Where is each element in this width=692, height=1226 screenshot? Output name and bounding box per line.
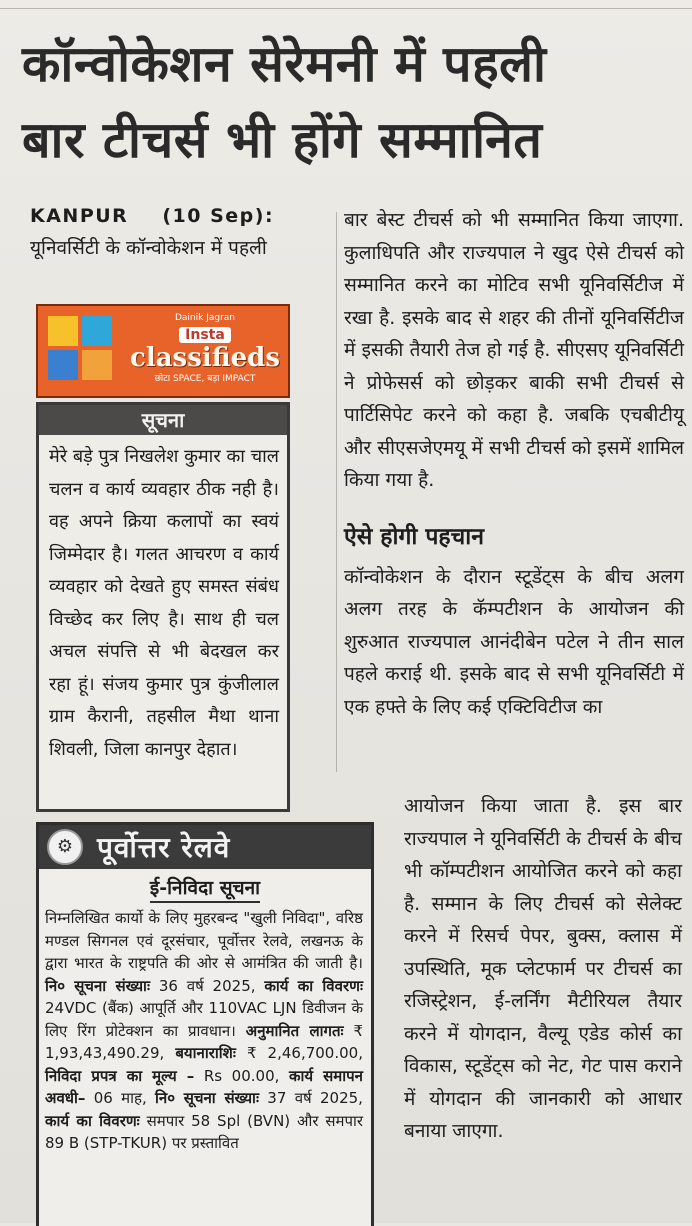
tender-title-text: ई-निविदा सूचना <box>150 875 260 903</box>
notice1-label: नि० सूचना संख्याः <box>45 976 150 995</box>
railway-tender-ad <box>36 822 374 1226</box>
fee-label: निविदा प्रपत्र का मूल्य – <box>45 1066 195 1085</box>
dateline-city: KANPUR <box>30 205 129 227</box>
railway-header <box>39 825 371 869</box>
notice-heading: सूचना <box>39 405 287 435</box>
notice2-value: 37 वर्ष 2025, <box>267 1089 363 1107</box>
period-label: कार्य समापन अवधी– <box>45 1066 363 1107</box>
cost-value: ₹ 1,93,43,490.29, <box>45 1021 363 1062</box>
work1-label: कार्य का विवरणः <box>264 976 363 995</box>
ad-insta: Insta <box>179 327 231 343</box>
ad-brand <box>130 312 280 385</box>
story-right-column <box>344 204 684 723</box>
railway-title: पूर्वोत्तर रेलवे <box>97 831 231 864</box>
story-paragraph-2: कॉन्वोकेशन के दौरान स्टूडेंट्स के बीच अलग अलग तरह के कॅम्पटीशन के आयोजन की शुरुआत राज्यपाल आनंदीबेन पटेल ने तीन साल पहले कराई थी. इसके बाद से सभी यूनिवर्सिटी में एक हफ्ते के लिए कई एक्टिविटीज का <box>344 565 684 718</box>
notice-text: मेरे बड़े पुत्र निखलेश कुमार का चाल चलन व कार्य व्यवहार ठीक नही है। वह अपने क्रिया कलापों का स्वयं जिम्मेदार है। गलत आचरण व कार्य व्यवहार को देखते हुए समस्त संबंध विच्छेद कर लिए है। साथ ही चल अचल संपत्ति से भी बेदखल कर रहा हूं। संजय कुमार पुत्र कुंजीलाल ग्राम कैरानी, तहसील मैथा थाना शिवली, जिला कानपुर देहात। <box>49 446 279 760</box>
headline <box>22 34 682 172</box>
column-divider <box>336 212 337 772</box>
tender-intro: निम्नलिखित कार्यो के लिए मुहरबन्द "खुली निविदा", वरिष्ठ मण्डल सिगनल एवं दूरसंचार, पूर्वोत्तर रेलवे, लखनऊ के द्वारा भारत के राष्ट्रपति की ओर से आमंत्रित की जाती है। <box>45 909 363 972</box>
ad-brand-name: classifieds <box>130 343 280 373</box>
notice2-label: नि० सूचना संख्याः <box>155 1089 259 1107</box>
ad-tiles-icon <box>48 316 114 382</box>
ad-small-top: Dainik Jagran <box>174 313 236 323</box>
work1-value: 24VDC (बैंक) आपूर्ति और 110VAC LJN डिवीजन के लिए रिंग प्रोटेक्शन का प्रावधान। <box>45 999 363 1040</box>
tender-title <box>39 875 371 903</box>
emd-label: बयानाराशिः <box>175 1044 236 1062</box>
ad-tagline: छोटा SPACE, बड़ा IMPACT <box>154 374 256 384</box>
work2-value: समपार 58 Spl (BVN) और समपार 89 B (STP-TKUR) पर प्रस्तावित <box>45 1111 363 1152</box>
story-subheading: ऐसे होगी पहचान <box>344 523 484 550</box>
classifieds-ad <box>36 304 290 398</box>
notice1-value: 36 वर्ष 2025, <box>158 976 256 995</box>
top-rule <box>0 0 692 9</box>
dateline <box>30 200 330 232</box>
story-paragraph-1: बार बेस्ट टीचर्स को भी सम्मानित किया जाएगा. कुलाधिपति और राज्यपाल ने खुद ऐसे टीचर्स को सम्मानित करने का मोटिव सभी यूनिवर्सिटीज में रखा है. इसके बाद से शहर की तीनों यूनिवर्सिटीज में इसकी तैयारी तेज हो गई है. सीएसए यूनिवर्सिटी ने प्रोफेसर्स को छोड़कर बाकी सभी टीचर्स से पार्टिसिपेट करने को कहा है. जबकि एचबीटीयू और सीएसजेएमयू में सभी टीचर्स को इसमें शामिल किया गया है. <box>344 209 684 491</box>
dateline-date: (10 Sep): <box>162 205 275 227</box>
headline-line-2: बार टीचर्स भी होंगे सम्मानित <box>22 111 543 169</box>
period-value: 06 माह, <box>93 1089 147 1107</box>
cost-label: अनुमानित लागतः <box>245 1021 344 1040</box>
emd-value: ₹ 2,46,700.00, <box>246 1044 363 1062</box>
story-left-column <box>30 200 330 264</box>
story-paragraph-3: आयोजन किया जाता है. इस बार राज्यपाल ने यूनिवर्सिटी के टीचर्स के बीच भी कॉम्पटीशन आयोजित करने को कहा है. सम्मान के लिए टीचर्स को सेलेक्ट करने में रिसर्च पेपर, बुक्स, क्लास में उपस्थिति, मूक प्लेटफार्म पर टीचर्स का रजिस्ट्रेशन, ई-लर्निंग मैटीरियल तैयार करने में योगदान, वैल्यू एडेड कोर्स का विकास, स्टूडेंट्स को नेट, गेट पास कराने में योगदान की जानकारी को आधार बनाया जाएगा. <box>404 795 682 1142</box>
railway-emblem-icon: ⚙ <box>47 829 83 865</box>
headline-line-1: कॉन्वोकेशन सेरेमनी में पहली <box>22 35 547 93</box>
story-lead: यूनिवर्सिटी के कॉन्वोकेशन में पहली <box>30 237 267 259</box>
fee-value: Rs 00.00, <box>203 1066 280 1085</box>
work2-label: कार्य का विवरणः <box>45 1111 140 1130</box>
public-notice <box>36 402 290 812</box>
tender-body <box>39 903 371 1155</box>
